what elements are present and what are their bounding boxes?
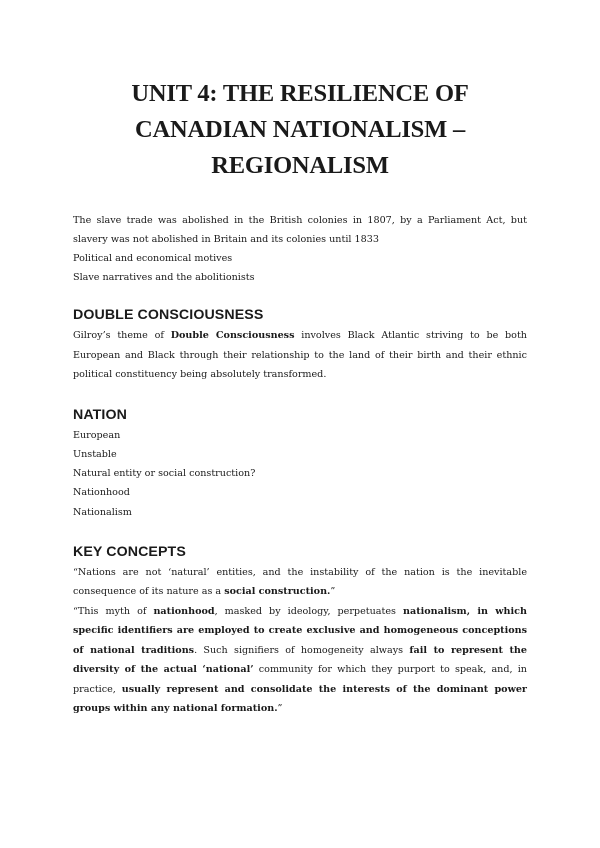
kc-q1-after: ” xyxy=(330,586,336,598)
title-line-2: CANADIAN NATIONALISM – xyxy=(135,116,465,143)
dc-text-after: involves Black Atlantic striving to be both European and Black through their relationship to the land of their birth and their ethnic political constituency being absolutely transformed. xyxy=(73,330,527,380)
nation-list xyxy=(73,426,527,522)
kc-q2-p3: . Such signifiers of homogeneity always xyxy=(194,644,410,656)
dc-text-before: Gilroy’s theme of xyxy=(73,330,171,341)
intro-paragraph: The slave trade was abolished in the British colonies in 1807, by a Parliament Act, but slavery was not abolished in Britain and its colonies until 1833 xyxy=(73,215,527,245)
double-consciousness-paragraph xyxy=(73,326,527,385)
heading-key-concepts: KEY CONCEPTS xyxy=(73,543,186,560)
kc-q2-p2: , masked by ideology, perpetuates xyxy=(214,605,403,617)
nation-item-natural-entity: Natural entity or social construction? xyxy=(73,468,256,480)
kc-q2-p1: “This myth of xyxy=(73,605,154,617)
kc-q2-b2: nationalism, in which specific identifiers are employed to create exclusive and homogeneous conceptions of national traditions xyxy=(73,605,527,656)
dc-text-bold: Double Consciousness xyxy=(170,330,295,341)
kc-q1-before: “Nations are not ‘natural’ entities, and the instability of the nation is the inevitable consequence of its nature as a xyxy=(73,566,527,598)
key-quote-2 xyxy=(73,602,527,719)
kc-q2-b3: fail to represent the diversity of the actual ‘national’ xyxy=(73,644,527,676)
kc-q2-b1: nationhood xyxy=(153,605,215,617)
title-line-1: UNIT 4: THE RESILIENCE OF xyxy=(131,80,469,107)
nation-item-unstable: Unstable xyxy=(73,448,117,460)
page-title xyxy=(73,76,527,184)
nation-item-european: European xyxy=(73,429,121,441)
key-quote-1 xyxy=(73,563,527,602)
kc-q1-bold: social construction. xyxy=(224,586,331,598)
kc-q2-p4: community for which they purport to speak, and, in practice, xyxy=(73,664,527,695)
heading-double-consciousness: DOUBLE CONSCIOUSNESS xyxy=(73,307,264,323)
nation-item-nationhood: Nationhood xyxy=(73,487,130,499)
heading-nation: NATION xyxy=(73,406,127,423)
intro-line-narratives: Slave narratives and the abolitionists xyxy=(73,272,255,283)
intro-section xyxy=(73,211,527,287)
intro-line-motives: Political and economical motives xyxy=(73,253,233,264)
title-line-3: REGIONALISM xyxy=(211,152,389,179)
kc-q2-end: ” xyxy=(277,703,283,715)
nation-item-nationalism: Nationalism xyxy=(73,506,132,518)
kc-q2-b4: usually represent and consolidate the interests of the dominant power groups within any national formation. xyxy=(73,683,527,715)
